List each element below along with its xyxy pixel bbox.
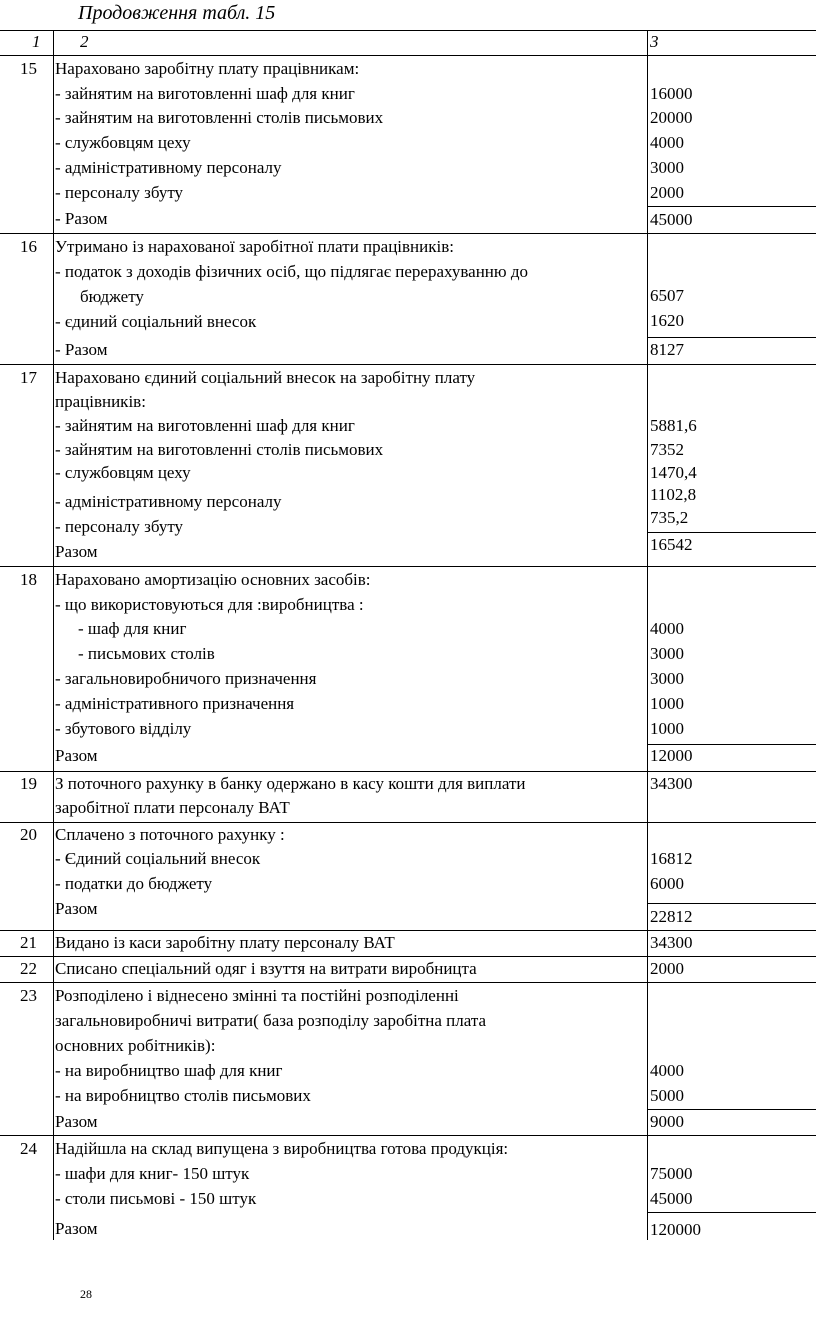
row-title-cont: заробітної плати персоналу ВАТ [55,798,290,817]
row-item: - збутового відділу [55,719,192,738]
row-item: - адміністративному персоналу [55,158,282,177]
row-item: - столи письмові - 150 штук [55,1189,257,1208]
row-total-value: 22812 [650,907,693,926]
row-total-value: 16542 [650,535,693,554]
row-value: 735,2 [650,508,689,527]
row-title: Нараховано заробітну плату працівникам: [55,59,360,78]
row-title: Сплачено з поточного рахунку : [55,825,285,844]
subtotal-rule [647,744,816,745]
row-item: - зайнятим на виготовленні шаф для книг [55,84,355,103]
row-value: 3000 [650,669,684,688]
row-value: 1000 [650,719,684,738]
row-item: бюджету [80,287,144,306]
row-item: - адміністративному персоналу [55,492,282,511]
row-divider [0,930,816,931]
row-title: Утримано із нарахованої заробітної плати працівників: [55,237,454,256]
row-value: 3000 [650,158,684,177]
row-value: 6507 [650,286,684,305]
row-item: - загальновиробничого призначення [55,669,317,688]
row-title: Надійшла на склад випущена з виробництва готова продукція: [55,1139,509,1158]
row-value: 4000 [650,133,684,152]
row-item: - зайнятим на виготовленні шаф для книг [55,416,355,435]
row-number: 23 [20,986,37,1005]
row-total-value: 12000 [650,746,693,765]
row-number: 15 [20,59,37,78]
row-value: 34300 [650,774,693,793]
row-number: 17 [20,368,37,387]
row-value: 16000 [650,84,693,103]
subtotal-rule [647,532,816,533]
row-number: 20 [20,825,37,844]
subtotal-rule [647,1212,816,1213]
row-total-label: Разом [55,1112,98,1131]
row-number: 24 [20,1139,37,1158]
row-total-value: 8127 [650,340,684,359]
row-value: 1000 [650,694,684,713]
subtotal-rule [647,206,816,207]
row-total-value: 45000 [650,210,693,229]
row-item: - зайнятим на виготовленні столів письмових [55,108,384,127]
row-item: - шаф для книг [78,619,187,638]
row-value: 6000 [650,874,684,893]
row-item: - на виробництво шаф для книг [55,1061,283,1080]
row-number: 18 [20,570,37,589]
row-item: - Єдиний соціальний внесок [55,849,261,868]
header-col-2: 2 [80,32,89,51]
row-value: 1620 [650,311,684,330]
row-divider [0,771,816,772]
row-number: 22 [20,959,37,978]
row-title: Нараховано амортизацію основних засобів: [55,570,371,589]
row-divider [0,1135,816,1136]
row-title: Розподілено і віднесено змінні та постійні розподіленні [55,986,459,1005]
row-total-label: Разом [55,1219,98,1238]
row-item: - письмових столів [78,644,215,663]
row-value: 16812 [650,849,693,868]
row-item: - що використовуються для :виробництва : [55,595,364,614]
row-divider [0,822,816,823]
column-divider [647,30,648,1240]
accounting-table [0,30,816,1240]
row-number: 16 [20,237,37,256]
row-value: 3000 [650,644,684,663]
row-value: 2000 [650,959,684,978]
row-total-value: 9000 [650,1112,684,1131]
row-item: - зайнятим на виготовленні столів письмових [55,440,384,459]
subtotal-rule [647,903,816,904]
row-title-cont: основних робітників): [55,1036,216,1055]
row-title: Нараховано єдиний соціальний внесок на заробітну плату [55,368,476,387]
row-divider [0,55,816,56]
row-item: - службовцям цеху [55,463,191,482]
row-divider [0,30,816,31]
row-item: - податок з доходів фізичних осіб, що підлягає перерахуванню до [55,262,528,281]
row-item: - службовцям цеху [55,133,191,152]
header-col-3: 3 [650,32,659,51]
row-title-cont: загальновиробничі витрати( база розподілу заробітна плата [55,1011,487,1030]
table-caption: Продовження табл. 15 [78,2,276,24]
row-item: - персоналу збуту [55,517,184,536]
row-divider [0,233,816,234]
row-item: - адміністративного призначення [55,694,295,713]
row-total-label: Разом [55,899,98,918]
row-number: 21 [20,933,37,952]
row-item: - персоналу збуту [55,183,184,202]
row-item: - шафи для книг- 150 штук [55,1164,250,1183]
row-value: 34300 [650,933,693,952]
row-value: 1102,8 [650,485,697,504]
row-item: - єдиний соціальний внесок [55,312,257,331]
row-value: 4000 [650,619,684,638]
subtotal-rule [647,337,816,338]
row-total-label: Разом [55,542,98,561]
row-total-label: - Разом [55,340,108,359]
row-total-label: - Разом [55,209,108,228]
row-value: 2000 [650,183,684,202]
header-col-1: 1 [32,32,41,51]
page-number: 28 [80,1287,92,1301]
row-total-label: Разом [55,746,98,765]
row-title: Видано із каси заробітну плату персоналу ВАТ [55,933,395,952]
row-title: Списано спеціальний одяг і взуття на витрати виробницта [55,959,477,978]
row-number: 19 [20,774,37,793]
row-value: 5881,6 [650,416,697,435]
row-title: З поточного рахунку в банку одержано в касу кошти для виплати [55,774,526,793]
row-divider [0,982,816,983]
row-divider [0,566,816,567]
subtotal-rule [647,1109,816,1110]
row-title-cont: працівників: [55,392,146,411]
row-total-value: 120000 [650,1220,701,1239]
row-value: 20000 [650,108,693,127]
row-value: 5000 [650,1086,684,1105]
column-divider [53,30,54,1240]
row-item: - на виробництво столів письмових [55,1086,311,1105]
row-value: 75000 [650,1164,693,1183]
row-value: 4000 [650,1061,684,1080]
row-divider [0,956,816,957]
row-value: 7352 [650,440,684,459]
row-value: 1470,4 [650,463,697,482]
row-value: 45000 [650,1189,693,1208]
row-item: - податки до бюджету [55,874,213,893]
row-divider [0,364,816,365]
